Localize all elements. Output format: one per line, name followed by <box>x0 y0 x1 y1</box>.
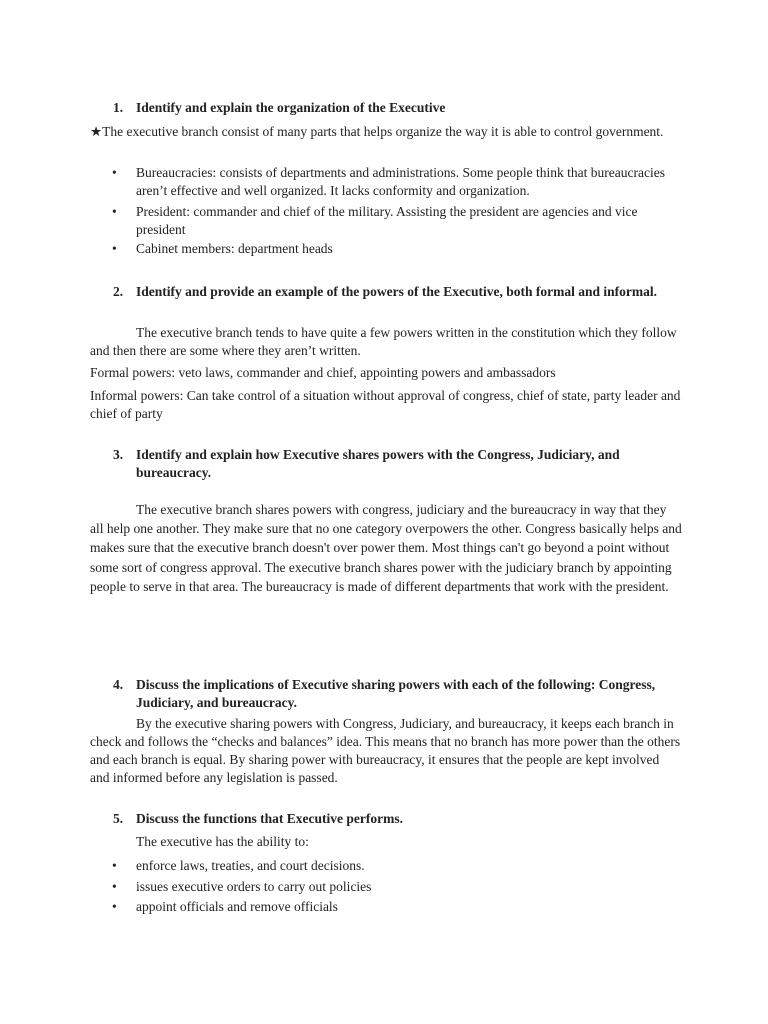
section-1-intro: ★The executive branch consist of many parts that helps organize the way it is able to control government. <box>90 124 664 139</box>
bullet-glyph: • <box>112 858 117 873</box>
section-1-bullet-3: Cabinet members: department heads <box>136 241 333 256</box>
section-4-question: Discuss the implications of Executive sharing powers with each of the following: Congress, Judiciary, and bureaucracy. <box>136 677 656 710</box>
bullet-glyph: • <box>112 241 117 256</box>
section-5-bullet-3: appoint officials and remove officials <box>136 899 338 914</box>
section-2-informal-powers: Informal powers: Can take control of a situation without approval of congress, chief of state, party leader and chief of party <box>90 388 681 421</box>
section-1-number: 1. <box>113 100 124 115</box>
bullet-glyph: • <box>112 899 117 914</box>
section-3-paragraph: The executive branch shares powers with congress, judiciary and the bureaucracy in way that they all help one another. They make sure that no one category overpowers the other. Congress basically helps and makes sure that the executive branch doesn't over power them. Most things can't go beyond a point without some sort of congress approval. The executive branch shares power with the judiciary branch by appointing people to serve in that area. The bureaucracy is made of different departments that work with the president. <box>90 502 682 594</box>
section-5-bullet-2: issues executive orders to carry out policies <box>136 879 372 894</box>
bullet-glyph: • <box>112 879 117 894</box>
section-1-bullet-2: President: commander and chief of the military. Assisting the president are agencies and vice president <box>136 204 638 237</box>
section-5-intro: The executive has the ability to: <box>136 834 309 849</box>
bullet-glyph: • <box>112 204 117 219</box>
section-4-paragraph: By the executive sharing powers with Congress, Judiciary, and bureaucracy, it keeps each branch in check and follows the “checks and balances” idea. This means that no branch has more power than the others and each branch is equal. By sharing power with bureaucracy, it ensures that the people are kept involved and informed before any legislation is passed. <box>90 716 681 785</box>
section-1-bullet-1: Bureaucracies: consists of departments and administrations. Some people think that bureaucracies aren’t effective and well organized. It lacks conformity and organization. <box>136 165 665 198</box>
section-5-number: 5. <box>113 811 124 826</box>
section-2-number: 2. <box>113 284 124 299</box>
section-2-formal-powers: Formal powers: veto laws, commander and chief, appointing powers and ambassadors <box>90 365 556 380</box>
section-1-question: Identify and explain the organization of the Executive <box>136 100 446 115</box>
section-3-question: Identify and explain how Executive shares powers with the Congress, Judiciary, and bureaucracy. <box>136 447 620 480</box>
section-2-paragraph-1: The executive branch tends to have quite a few powers written in the constitution which they follow and then there are some where they aren’t written. <box>90 325 677 358</box>
bullet-glyph: • <box>112 165 117 180</box>
section-5-question: Discuss the functions that Executive performs. <box>136 811 403 826</box>
section-2-question: Identify and provide an example of the powers of the Executive, both formal and informal. <box>136 284 657 299</box>
section-3-number: 3. <box>113 447 124 462</box>
section-5-bullet-1: enforce laws, treaties, and court decisions. <box>136 858 365 873</box>
section-4-number: 4. <box>113 677 124 692</box>
